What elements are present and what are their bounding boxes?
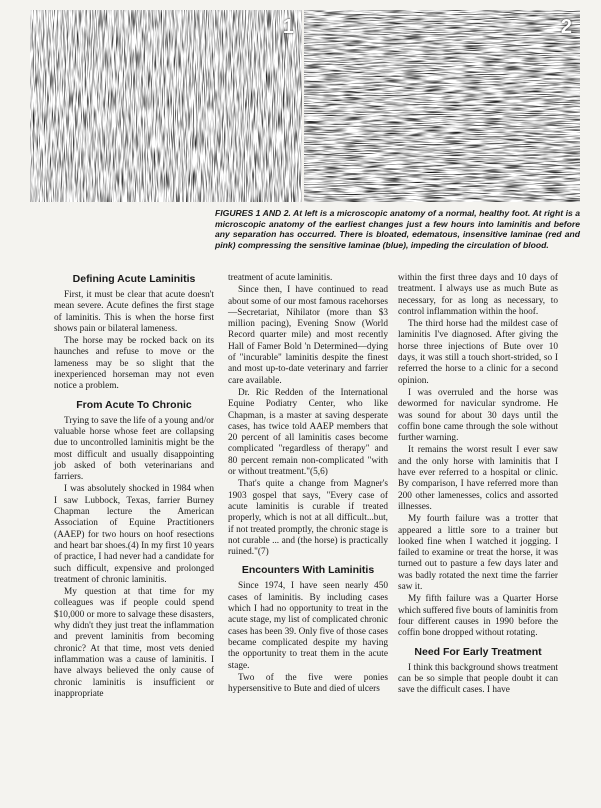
- article-column-2: [228, 273, 388, 696]
- article-column-1: [54, 273, 214, 701]
- figure-caption: FIGURES 1 AND 2. At left is a microscopic anatomy of a normal, healthy foot. At right is a microscopic anatomy of the earliest changes just a few hours into laminitis and before any separation has occurred. There is bloated, edematous, insensitive laminae (red and pink) compressing the sensitive laminae (blue), impeding the circulation of blood.: [215, 208, 580, 250]
- paragraph: The horse may be rocked back on its haunches and refuse to move or the lameness may be so slight that the inexperienced horseman may not even notice a problem.: [54, 336, 214, 392]
- figure-2-micrograph: [304, 10, 580, 202]
- paragraph: That's quite a change from Magner's 1903 gospel that says, "Every case of acute laminitis is curable if treated properly, which is not at all difficult...but, if not treated promptly, the chronic stage is not curable ... and (the horse) is practically ruined."(7): [228, 479, 388, 558]
- section-heading: Defining Acute Laminitis: [72, 273, 196, 285]
- paragraph: My question at that time for my colleagues was if people could spend $10,000 or more to salvage these disasters, why didn't they just treat the inflammation and prevent laminitis from becoming chronic? At that time, most vets denied inflammation was a cause of laminitis. I have always believed the only cause of chronic laminitis is insufficient or inappropriate: [54, 587, 214, 699]
- paragraph: Since then, I have continued to read about some of our most famous racehorses—Secretariat, Nihilator (more than $3 million pacing), Evening Snow (World Record quarter mile) and most recently Hall of Famer Bold 'n Determined—dying of "incurable" laminitis despite the finest and most up-to-date veterinary and farrier care available.: [228, 285, 388, 386]
- article-column-3: [398, 273, 558, 697]
- paragraph: My fifth failure was a Quarter Horse which suffered five bouts of laminitis from four different causes in 1990 before the coffin bone dropped without rotating.: [398, 594, 558, 639]
- figure-2-number: 2: [560, 16, 572, 38]
- paragraph: I think this background shows treatment can be so simple that people doubt it can save the difficult cases. I have: [398, 662, 558, 696]
- paragraph: Since 1974, I have seen nearly 450 cases of laminitis. By including cases which I had no opportunity to treat in the acute stage, my list of complicated chronic cases has been 39. Only five of those cases became complicated despite my having the opportunity to treat them in the acute stage.: [228, 581, 388, 671]
- paragraph: My fourth failure was a trotter that appeared a little sore to a trainer but looked fine when I watched it jogging. I failed to examine or treat the horse, it was turned out to pasture a few days later and was badly rotated the next time the farrier saw it.: [398, 514, 558, 593]
- section-heading: Need For Early Treatment: [414, 645, 542, 658]
- paragraph: The third horse had the mildest case of laminitis I've diagnosed. After giving the horse three injections of Bute over 10 days, it was still a touch short-strided, so I referred the horse to a clinic for a second opinion.: [398, 319, 558, 386]
- paragraph: Two of the five were ponies hypersensitive to Bute and died of ulcers: [228, 672, 388, 695]
- paragraph: It remains the worst result I ever saw and the only horse with laminitis that I have ever referred to a hospital or clinic. By comparison, I have referred more than 200 other lamenesses, colics and assorted illnesses.: [398, 445, 558, 512]
- figure-1-micrograph: [30, 10, 302, 202]
- paragraph: I was overruled and the horse was dewormed for navicular syndrome. He was sound for about 30 days until the coffin bone came through the sole without further warning.: [398, 387, 558, 444]
- section-heading: From Acute To Chronic: [76, 398, 192, 411]
- figure-1-number: 1: [282, 16, 294, 38]
- figure-2-image: [304, 10, 580, 202]
- paragraph: Trying to save the life of a young and/or valuable horse whose feet are collapsing due to uncontrolled laminitis might be the most difficult and usually disappointing job asked of both veterinarians and farriers.: [54, 415, 214, 483]
- figure-1-image: [30, 10, 302, 202]
- paragraph: Dr. Ric Redden of the International Equine Podiatry Center, who like Chapman, is a master at saving desperate cases, has twice told AAEP members that 20 percent of all laminitis cases become complicated "regardless of therapy" and 80 percent remain non-complicated "with or without treatment."(5,6): [228, 387, 388, 478]
- paragraph: within the first three days and 10 days of treatment. I always use as much Bute as necessary, for as long as necessary, to control inflammation within the hoof.: [398, 273, 558, 317]
- paragraph: treatment of acute laminitis.: [228, 273, 333, 283]
- section-heading: Encounters With Laminitis: [241, 564, 375, 577]
- paragraph: I was absolutely shocked in 1984 when I saw Lubbock, Texas, farrier Burney Chapman lecture the American Association of Equine Practitioners (AAEP) for two hours on hoof resections and heart bar shoes.(4) In my first 10 years of practice, I had never had a candidate for such difficult, expensive and prolonged treatment of chronic laminitis.: [54, 484, 214, 585]
- paragraph: First, it must be clear that acute doesn't mean severe. Acute defines the first stage of laminitis. This is when the horse first shows pain or bilateral lameness.: [54, 290, 214, 334]
